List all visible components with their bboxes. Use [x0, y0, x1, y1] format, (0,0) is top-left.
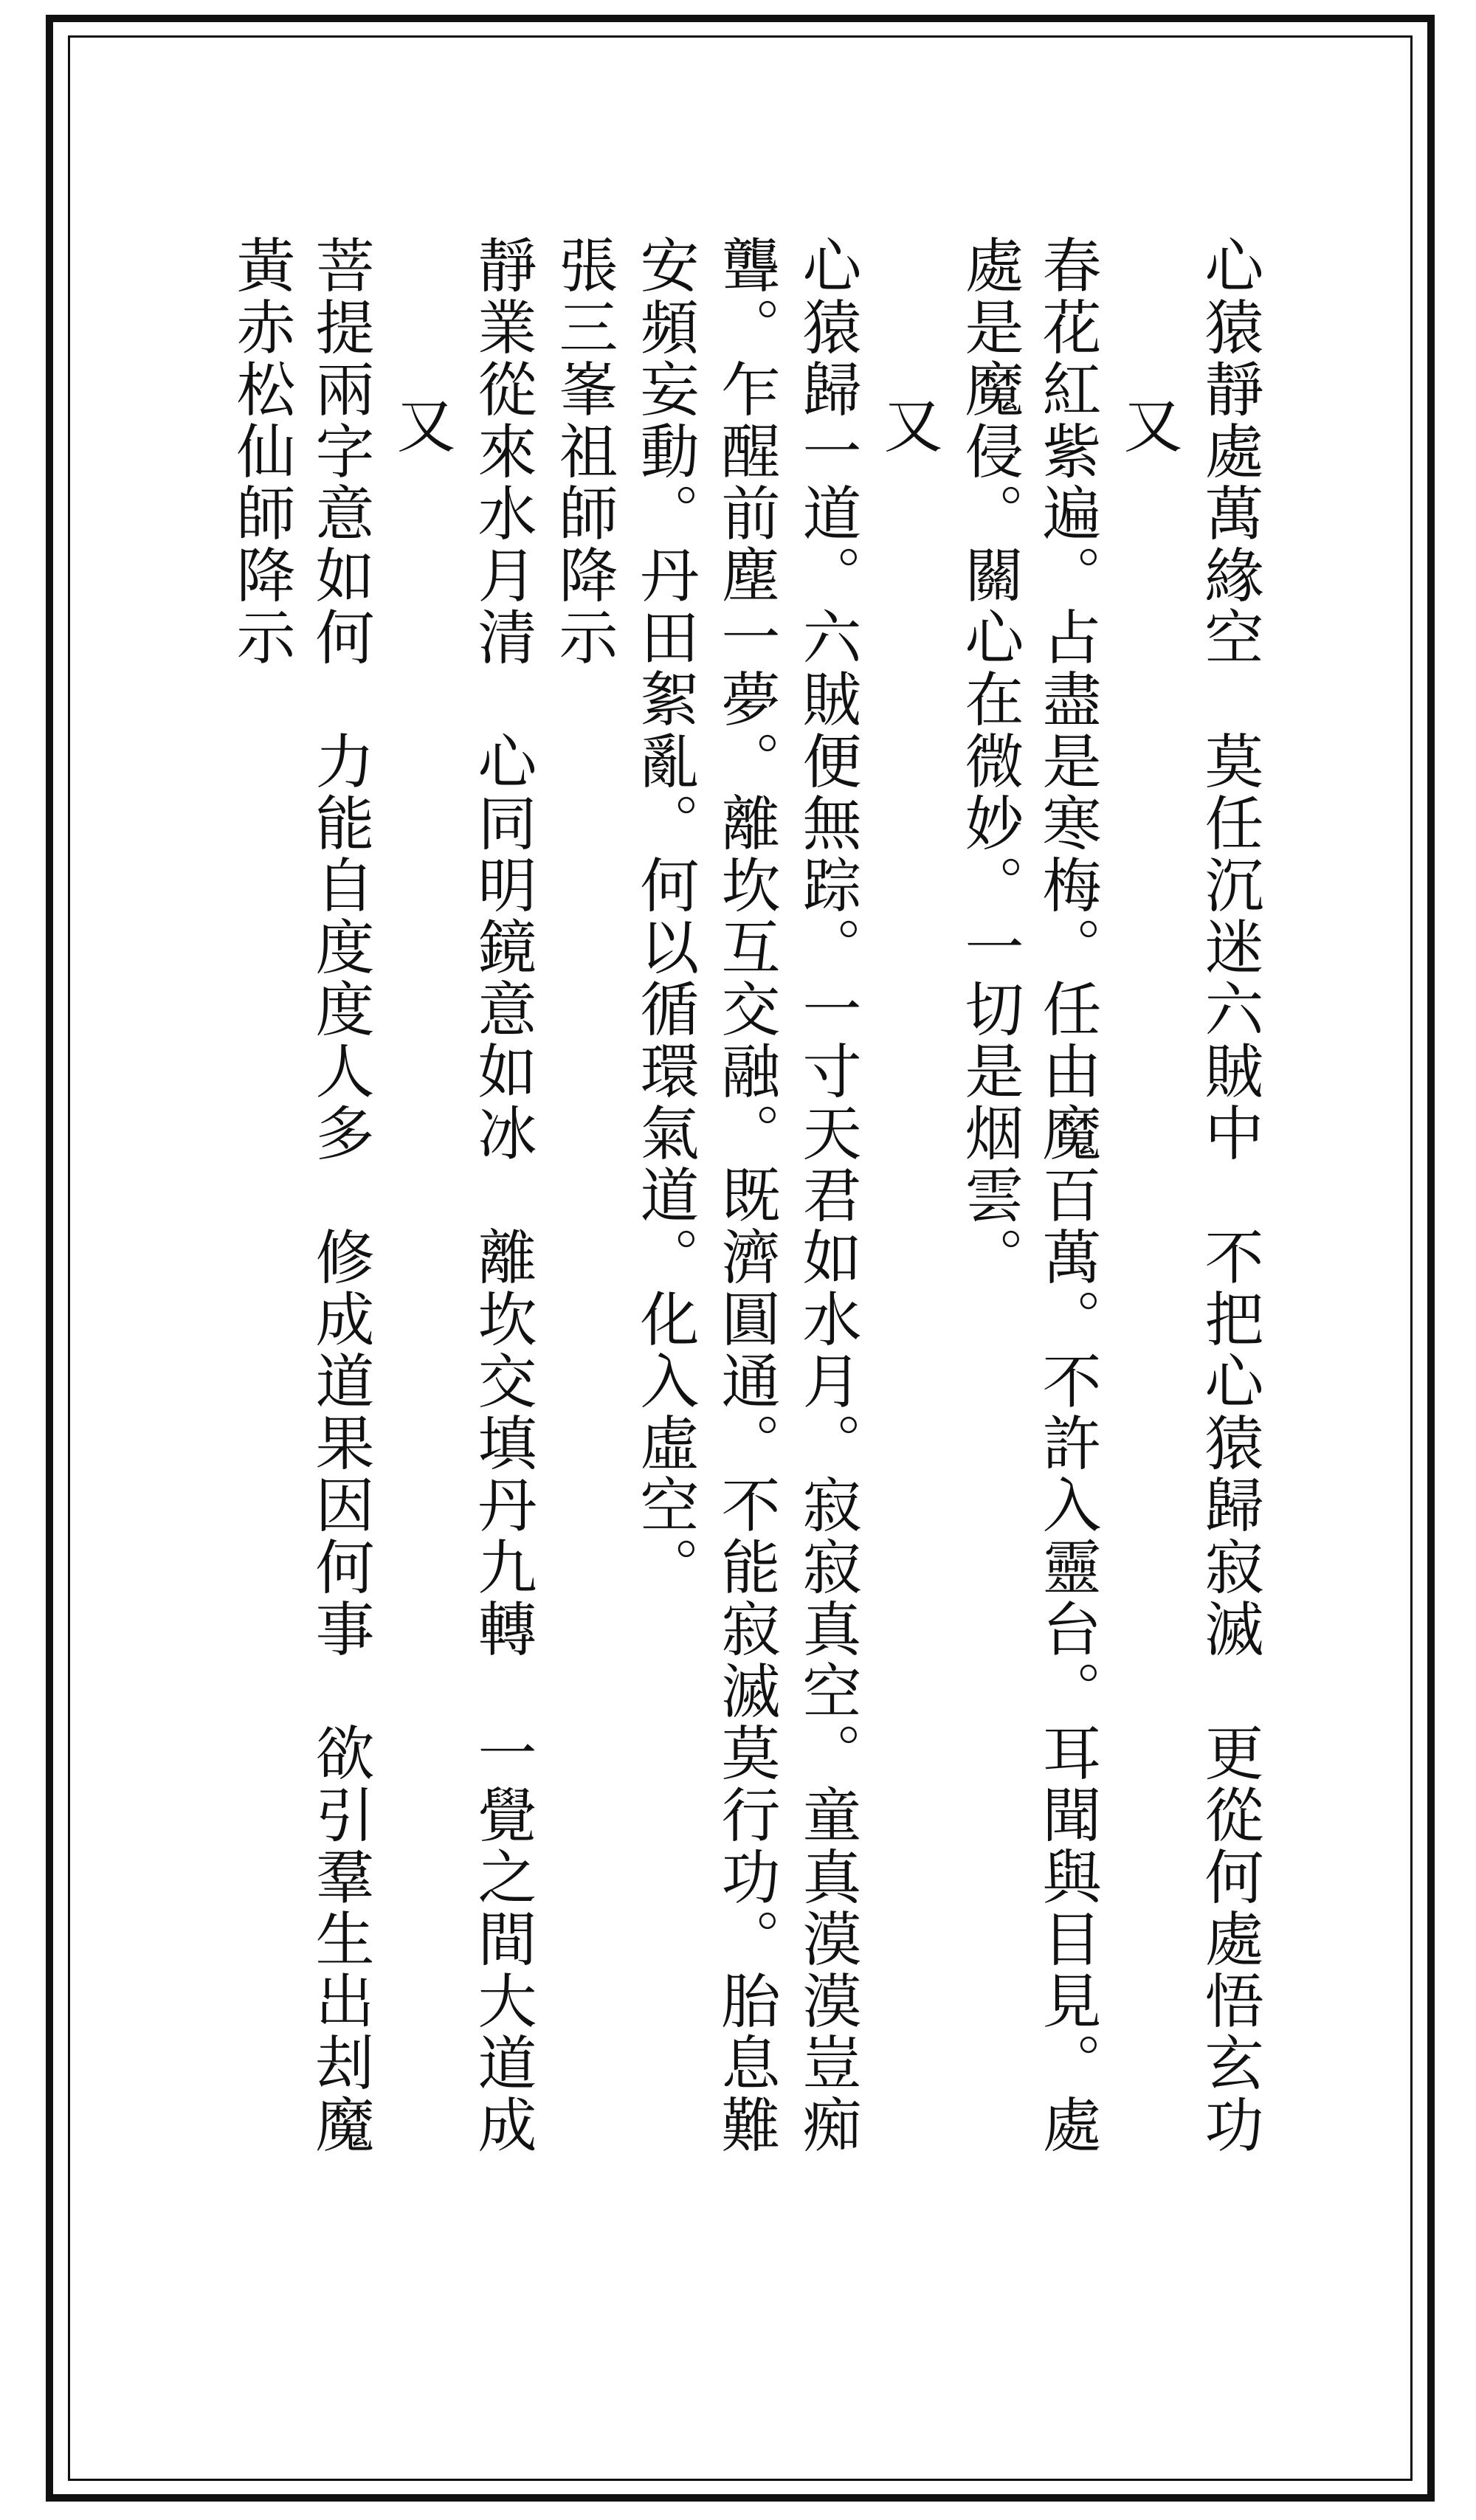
- heading-you-1: 又: [1114, 395, 1182, 457]
- verse-line-1: 心猿靜處萬緣空 莫任沉迷六賊中 不把心猿歸寂滅 更從何處悟玄功: [1195, 235, 1263, 2156]
- verse-line-4: 心猿歸一道。六賊便無踪。一寸天君如水月。寂寂真空。童真漠漠豈痴: [793, 235, 861, 2156]
- verse-line-8: 菩提兩字意如何 力能自度度人多 修成道果因何事 欲引羣生出刦魔: [306, 235, 374, 2156]
- verse-line-5: 聾。乍醒前塵一夢。離坎互交融。既濟圓通。不能寂滅莫行功。胎息難: [711, 235, 780, 2156]
- heading-you-3: 又: [387, 395, 455, 457]
- verse-line-6: 安頻妄動。丹田絮亂。何以循環氣道。化入虛空。: [630, 235, 699, 1598]
- verse-line-7: 靜業從來水月清 心同明鏡意如冰 離坎交填丹九轉 一覺之間大道成: [468, 235, 537, 2156]
- verse-line-2: 春花紅紫遍。占盡是寒梅。任由魔百萬。不許入靈台。耳聞與目見。處: [1032, 235, 1101, 2156]
- attribution-zhang-sanfeng: 張三峯祖師降示: [549, 235, 618, 669]
- verse-line-3: 處是魔侵。關心在微妙。一切是烟雲。: [955, 235, 1024, 1288]
- attribution-huang-chisong: 黃赤松仙師降示: [227, 235, 295, 669]
- heading-you-2: 又: [874, 395, 942, 457]
